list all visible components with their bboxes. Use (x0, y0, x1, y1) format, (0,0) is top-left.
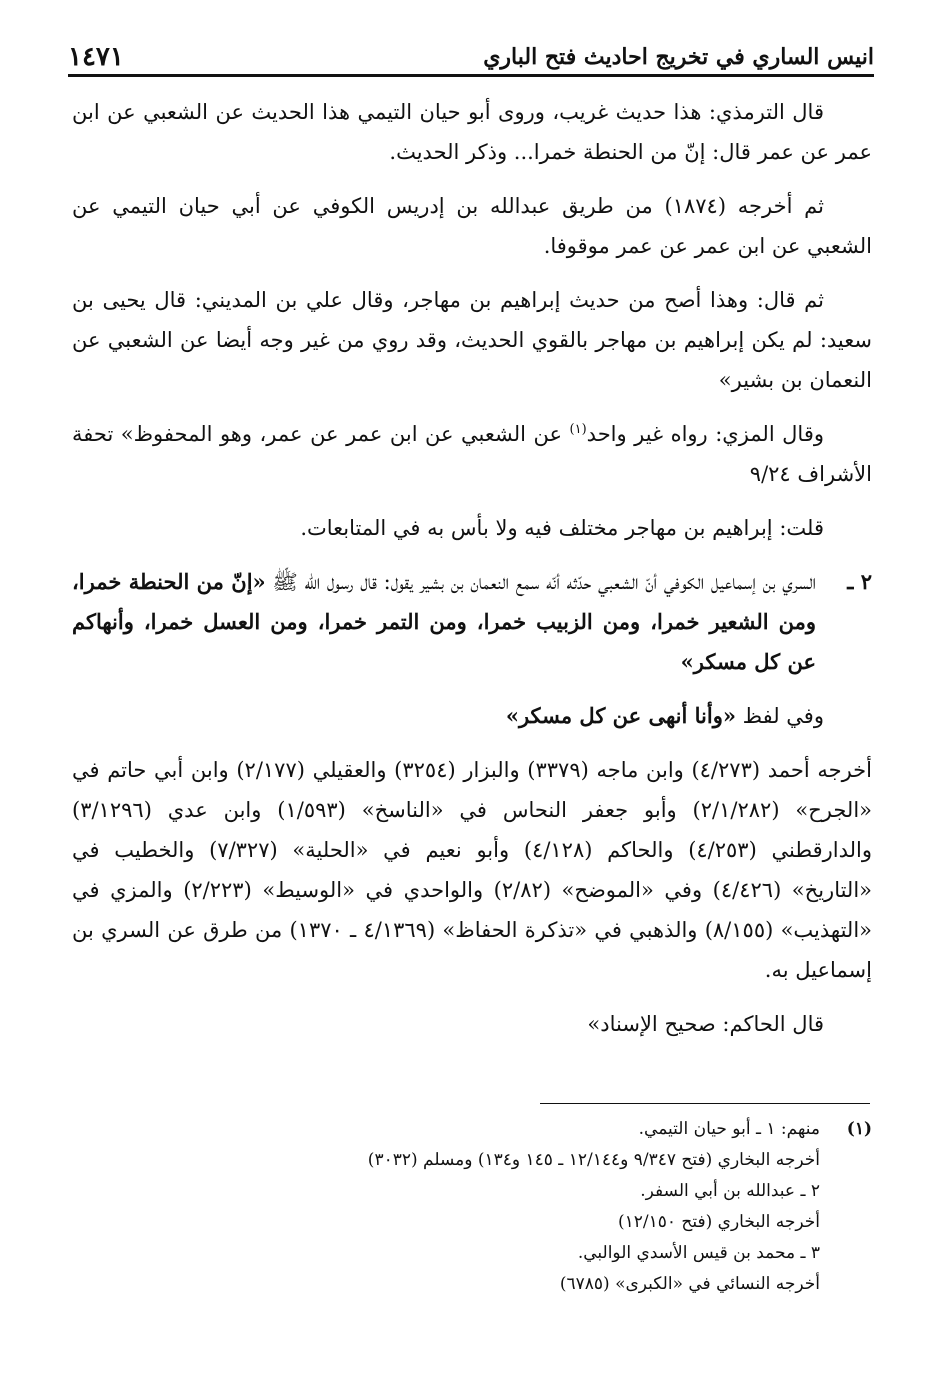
paragraph-mizzi (72, 414, 872, 494)
footnote-number: (١) (846, 1119, 872, 1139)
main-text (72, 92, 872, 1058)
item-number: ٢ ـ (847, 569, 872, 594)
paragraph-takhrij-sources: أخرجه أحمد (٤/٢٧٣) وابن ماجه (٣٣٧٩) والبزار (٣٢٥٤) والعقيلي (٢/١٧٧) وابن أبي حاتم في «الجرح» (٢/١/٢٨٢) وأبو جعفر النحاس في «الناسخ» (١/٥٩٣) وابن عدي (٣/١٢٩٦) والدارقطني (٤/٢٥٣) والحاكم (٤/١٢٨) وأبو نعيم في «الحلية» (٧/٣٢٧) والخطيب في «التاريخ» (٤/٤٢٦) وفي «الموضح» (٢/٨٢) والواحدي في «الوسيط» (٢/٢٢٣) والمزي في «التهذيب» (٨/١٥٥) والذهبي في «تذكرة الحفاظ» (٤/١٣٦٩ ـ ١٣٧٠) من طرق عن السري بن إسماعيل به. (72, 758, 873, 982)
page-number: ١٤٧١ (68, 42, 124, 72)
footnote-line: أخرجه البخاري (فتح ١٢/١٥٠) (617, 1212, 820, 1232)
item-text (72, 562, 816, 682)
footnotes (200, 1114, 872, 1300)
footnote-1 (200, 1114, 872, 1300)
footnote-separator (540, 1103, 870, 1104)
running-header (68, 36, 874, 77)
footnote-line: منهم: ١ ـ أبو حيان التيمي. (638, 1119, 820, 1139)
hadith-intro: السري بن إسماعيل الكوفي أنّ الشعبي حدّثه أنّه سمع النعمان بن بشير يقول: قال رسول الله ﷺ (265, 570, 817, 594)
alt-wording-label: وفي لفظ (736, 704, 824, 728)
footnote-body (200, 1114, 820, 1300)
book-title: انيس الساري في تخريج احاديث فتح الباري (483, 44, 874, 70)
hadith-matn: «إنّ من الحنطة خمرا، ومن الشعير خمرا، ومن الزبيب خمرا، ومن التمر خمرا، ومن العسل خمرا، وأنهاكم عن كل مسكر» (72, 569, 816, 674)
paragraph-takhrij-1874: ثم أخرجه (١٨٧٤) من طريق عبدالله بن إدريس الكوفي عن أبي حيان التيمي عن الشعبي عن ابن عمر عن عمر موقوفا. (72, 194, 872, 258)
paragraph-qult: قلت: إبراهيم بن مهاجر مختلف فيه ولا بأس به في المتابعات. (300, 516, 824, 540)
paragraph-hakim: قال الحاكم: صحيح الإسناد» (587, 1012, 824, 1036)
footnote-line: أخرجه النسائي في «الكبرى» (٦٧٨٥) (559, 1274, 820, 1294)
mizzi-text-end: عن الشعبي عن ابن عمر عن عمر، وهو المحفوظ» تحفة الأشراف ٩/٢٤ (72, 422, 872, 486)
hadith-item-2 (72, 562, 872, 682)
paragraph-ibn-madini: ثم قال: وهذا أصح من حديث إبراهيم بن مهاجر، وقال علي بن المديني: قال يحيى بن سعيد: لم يكن إبراهيم بن مهاجر بالقوي الحديث، وقد روي من غير وجه أيضا عن الشعبي عن النعمان بن بشير» (72, 288, 872, 392)
paragraph-tirmidhi: قال الترمذي: هذا حديث غريب، وروى أبو حيان التيمي هذا الحديث عن الشعبي عن ابن عمر عن عمر قال: إنّ من الحنطة خمرا... وذكر الحديث. (72, 100, 872, 164)
footnote-line: ٣ ـ محمد بن قيس الأسدي الوالبي. (577, 1243, 820, 1263)
alt-wording-quote: «وأنا أنهى عن كل مسكر» (505, 703, 736, 728)
footnote-line: أخرجه البخاري (فتح ٩/٣٤٧ و١٢/١٤٤ ـ ١٤٥ و١٣٤) ومسلم (٣٠٣٢) (367, 1150, 820, 1170)
footnote-line: ٢ ـ عبدالله بن أبي السفر. (640, 1181, 820, 1201)
paragraph-alt-wording (72, 696, 872, 736)
mizzi-text-start: وقال المزي: رواه غير واحد (586, 422, 825, 446)
footnote-ref[interactable]: (١) (569, 422, 587, 437)
